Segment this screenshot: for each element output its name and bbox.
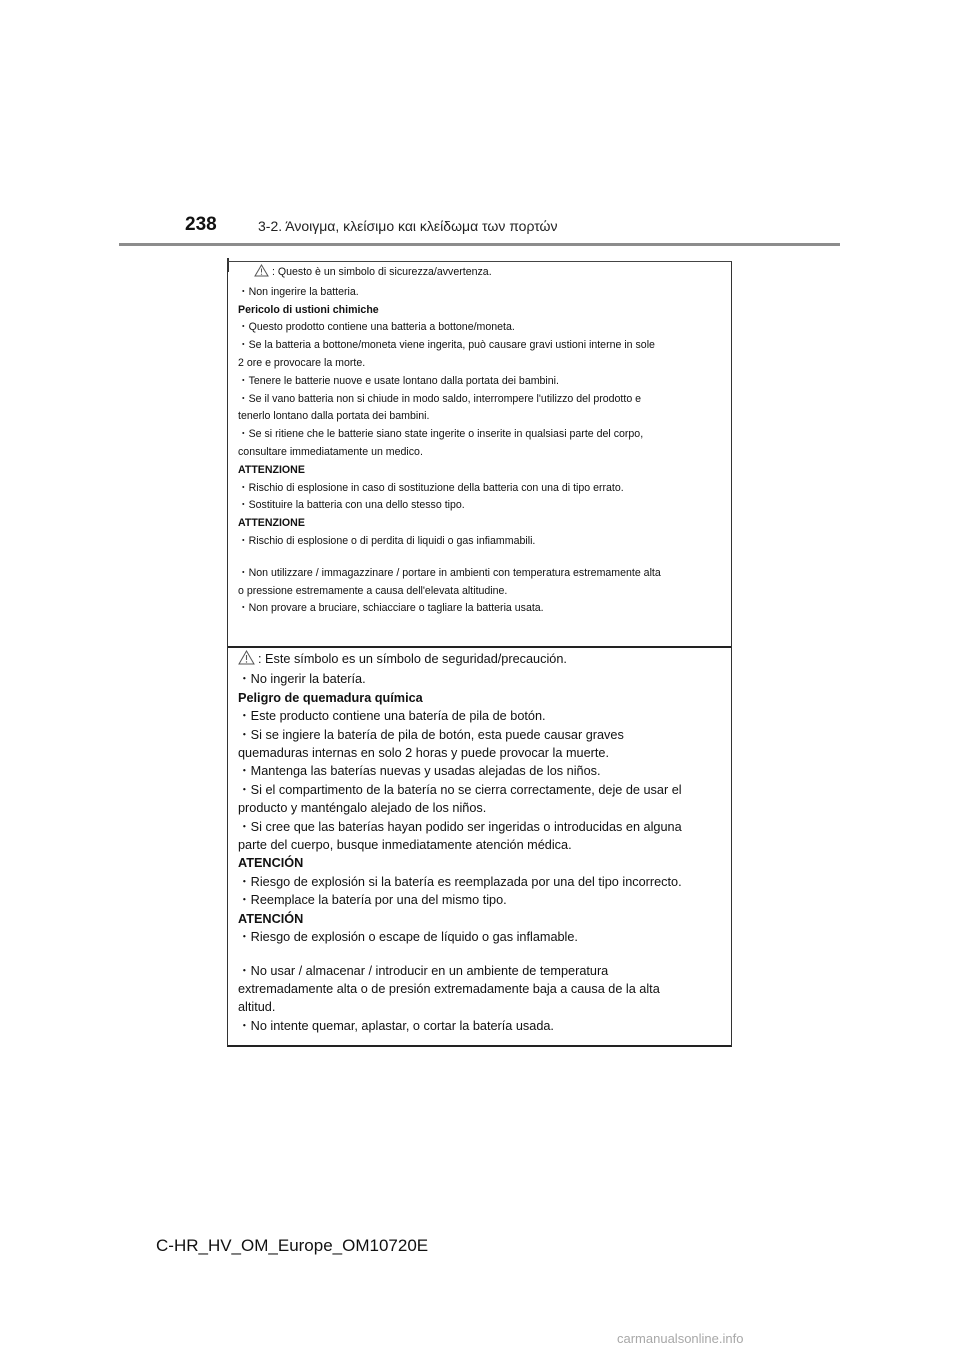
- spanish-line: ・Mantenga las baterías nuevas y usadas alejadas de los niños.: [238, 764, 601, 779]
- spanish-line: ・No usar / almacenar / introducir en un ambiente de temperatura: [238, 963, 609, 978]
- spanish-heading: Peligro de quemadura química: [238, 690, 423, 705]
- italian-line: ・Non utilizzare / immagazzinare / portare in ambienti con temperatura estremamente alta: [238, 566, 661, 579]
- italian-heading: ATTENZIONE: [238, 463, 305, 476]
- spanish-line: ・Si cree que las baterías hayan podido ser ingeridas o introducidas en alguna: [238, 819, 682, 834]
- spanish-symbol-line: [238, 650, 723, 670]
- spanish-line: altitud.: [238, 1000, 276, 1015]
- italian-symbol-text: : Questo è un simbolo di sicurezza/avvertenza.: [272, 266, 492, 278]
- italian-line: ・Non ingerire la batteria.: [238, 285, 359, 298]
- spanish-warning-box: [227, 645, 732, 1047]
- spanish-warning-text: [238, 650, 723, 1035]
- italian-line: ・Rischio di esplosione in caso di sostituzione della batteria con una di tipo errato.: [238, 481, 624, 494]
- italian-line: consultare immediatamente un medico.: [238, 445, 423, 458]
- italian-line: ・Rischio di esplosione o di perdita di liquidi o gas infiammabili.: [238, 534, 536, 547]
- spanish-heading: ATENCIÓN: [238, 911, 304, 926]
- spanish-line: ・Riesgo de explosión o escape de líquido o gas inflamable.: [238, 930, 578, 945]
- spanish-line: ・No intente quemar, aplastar, o cortar la batería usada.: [238, 1018, 554, 1033]
- spanish-line: ・No ingerir la batería.: [238, 672, 366, 687]
- watermark: carmanualsonline.info: [617, 1331, 744, 1346]
- italian-line: ・Non provare a bruciare, schiacciare o tagliare la batteria usata.: [238, 602, 544, 615]
- italian-heading: Pericolo di ustioni chimiche: [238, 303, 379, 316]
- italian-line: ・Se la batteria a bottone/moneta viene ingerita, può causare gravi ustioni interne in sole: [238, 339, 655, 352]
- italian-line: tenerlo lontano dalla portata dei bambini.: [238, 410, 430, 423]
- italian-line: ・Se si ritiene che le batterie siano state ingerite o inserite in qualsiasi parte del corpo,: [238, 428, 644, 441]
- italian-line: 2 ore e provocare la morte.: [238, 356, 366, 369]
- italian-heading: ATTENZIONE: [238, 517, 305, 530]
- italian-line: ・Se il vano batteria non si chiude in modo saldo, interrompere l'utilizzo del prodotto e: [238, 392, 642, 405]
- page-number: 238: [185, 214, 217, 235]
- italian-line: o pressione estremamente a causa dell'elevata altitudine.: [238, 584, 508, 597]
- italian-line: ・Questo prodotto contiene una batteria a bottone/moneta.: [238, 321, 515, 334]
- italian-line: ・Tenere le batterie nuove e usate lontano dalla portata dei bambini.: [238, 374, 559, 387]
- italian-symbol-line: [238, 264, 723, 284]
- spanish-line: ・Si el compartimento de la batería no se cierra correctamente, deje de usar el: [238, 782, 682, 797]
- spanish-line: extremadamente alta o de presión extremadamente baja a causa de la alta: [238, 981, 660, 996]
- spanish-line: parte del cuerpo, busque inmediatamente atención médica.: [238, 838, 572, 853]
- spanish-line: producto y manténgalo alejado de los niños.: [238, 801, 487, 816]
- header-rule: [119, 243, 840, 246]
- document-code: C-HR_HV_OM_Europe_OM10720E: [156, 1236, 429, 1255]
- spanish-symbol-text: : Este símbolo es un símbolo de seguridad/precaución.: [258, 652, 567, 666]
- italian-warning-text: [238, 264, 723, 618]
- italian-line: ・Sostituire la batteria con una dello stesso tipo.: [238, 499, 465, 512]
- warning-triangle-icon: [254, 264, 269, 284]
- spanish-line: ・Este producto contiene una batería de pila de botón.: [238, 709, 546, 724]
- spanish-line: ・Riesgo de explosión si la batería es reemplazada por una del tipo incorrecto.: [238, 874, 682, 889]
- warning-triangle-icon: [238, 650, 255, 670]
- spanish-line: ・Reemplace la batería por una del mismo tipo.: [238, 893, 507, 908]
- italian-warning-box: [227, 261, 732, 648]
- spanish-heading: ATENCIÓN: [238, 856, 304, 871]
- spanish-line: ・Si se ingiere la batería de pila de botón, esta puede causar graves: [238, 727, 624, 742]
- spanish-line: quemaduras internas en solo 2 horas y puede provocar la muerte.: [238, 746, 609, 761]
- section-title: 3-2. Άνοιγμα, κλείσιμο και κλείδωμα των πορτών: [258, 218, 558, 234]
